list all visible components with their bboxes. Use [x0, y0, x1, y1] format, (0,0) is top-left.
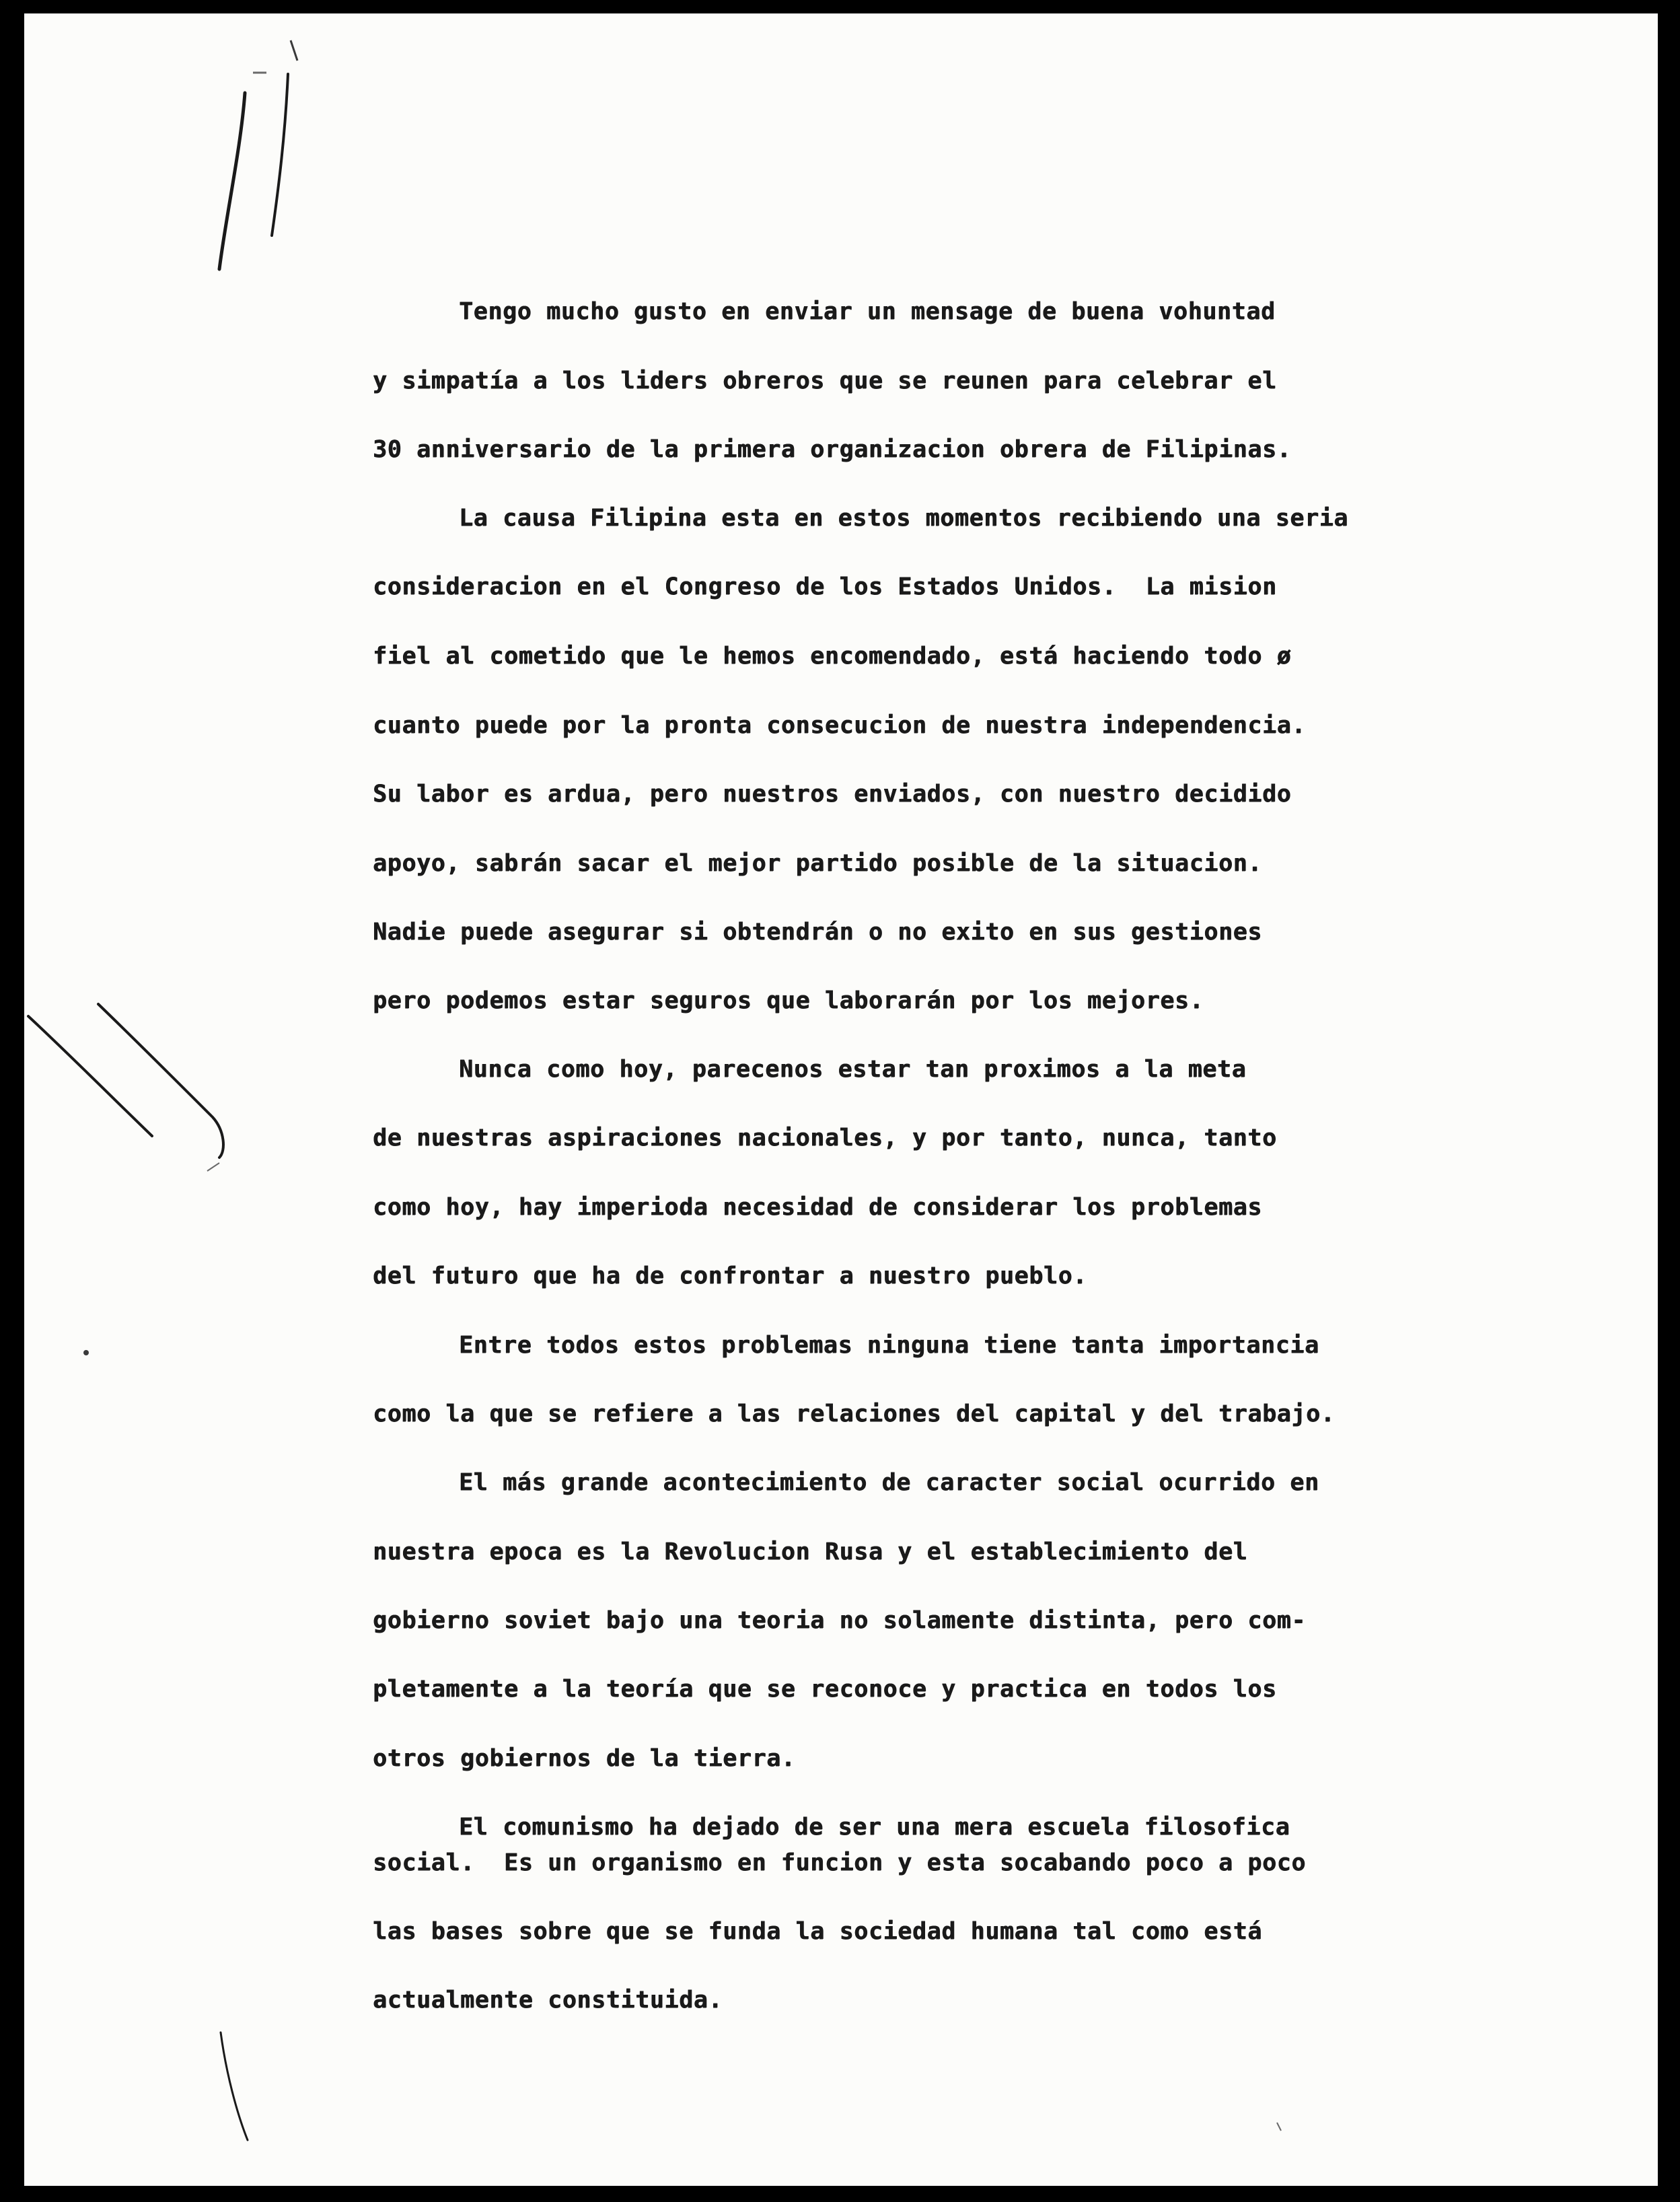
text-line: El comunismo ha dejado de ser una mera escuela filosofica [459, 1814, 1290, 1841]
text-line: social. Es un organismo en funcion y esta socabando poco a poco [373, 1849, 1306, 1876]
typewritten-letter [24, 13, 1658, 2186]
text-line: y simpatía a los liders obreros que se reunen para celebrar el [373, 367, 1277, 394]
text-line: consideracion en el Congreso de los Estados Unidos. La mision [373, 573, 1277, 600]
document-page [24, 13, 1658, 2186]
text-line: La causa Filipina esta en estos momentos recibiendo una seria [459, 505, 1348, 532]
text-line: El más grande acontecimiento de caracter social ocurrido en [459, 1469, 1319, 1496]
text-line: las bases sobre que se funda la sociedad humana tal como está [373, 1918, 1262, 1945]
text-line: como la que se refiere a las relaciones del capital y del trabajo. [373, 1400, 1336, 1427]
text-line: como hoy, hay imperioda necesidad de considerar los problemas [373, 1194, 1262, 1221]
text-line: actualmente constituida. [373, 1987, 723, 2014]
text-line: pero podemos estar seguros que laborarán por los mejores. [373, 987, 1204, 1014]
text-line: Su labor es ardua, pero nuestros enviados, con nuestro decidido [373, 781, 1292, 808]
text-line: pletamente a la teoría que se reconoce y practica en todos los [373, 1676, 1277, 1703]
text-line: 30 anniversario de la primera organizacion obrera de Filipinas. [373, 436, 1292, 463]
text-line: fiel al cometido que le hemos encomendado, está haciendo todo ø [373, 643, 1292, 670]
text-line: Entre todos estos problemas ninguna tiene tanta importancia [459, 1332, 1319, 1359]
text-line: gobierno soviet bajo una teoria no solamente distinta, pero com- [373, 1607, 1306, 1634]
text-line: Tengo mucho gusto en enviar un mensage de buena vohuntad [459, 298, 1276, 325]
text-line: del futuro que ha de confrontar a nuestro pueblo. [373, 1263, 1087, 1289]
text-line: de nuestras aspiraciones nacionales, y por tanto, nunca, tanto [373, 1125, 1277, 1151]
text-line: apoyo, sabrán sacar el mejor partido posible de la situacion. [373, 850, 1262, 877]
text-line: Nunca como hoy, parecenos estar tan proximos a la meta [459, 1056, 1247, 1083]
text-line: Nadie puede asegurar si obtendrán o no exito en sus gestiones [373, 919, 1262, 946]
text-line: otros gobiernos de la tierra. [373, 1745, 796, 1772]
text-line: cuanto puede por la pronta consecucion de nuestra independencia. [373, 712, 1306, 739]
text-line: nuestra epoca es la Revolucion Rusa y el establecimiento del [373, 1538, 1248, 1565]
